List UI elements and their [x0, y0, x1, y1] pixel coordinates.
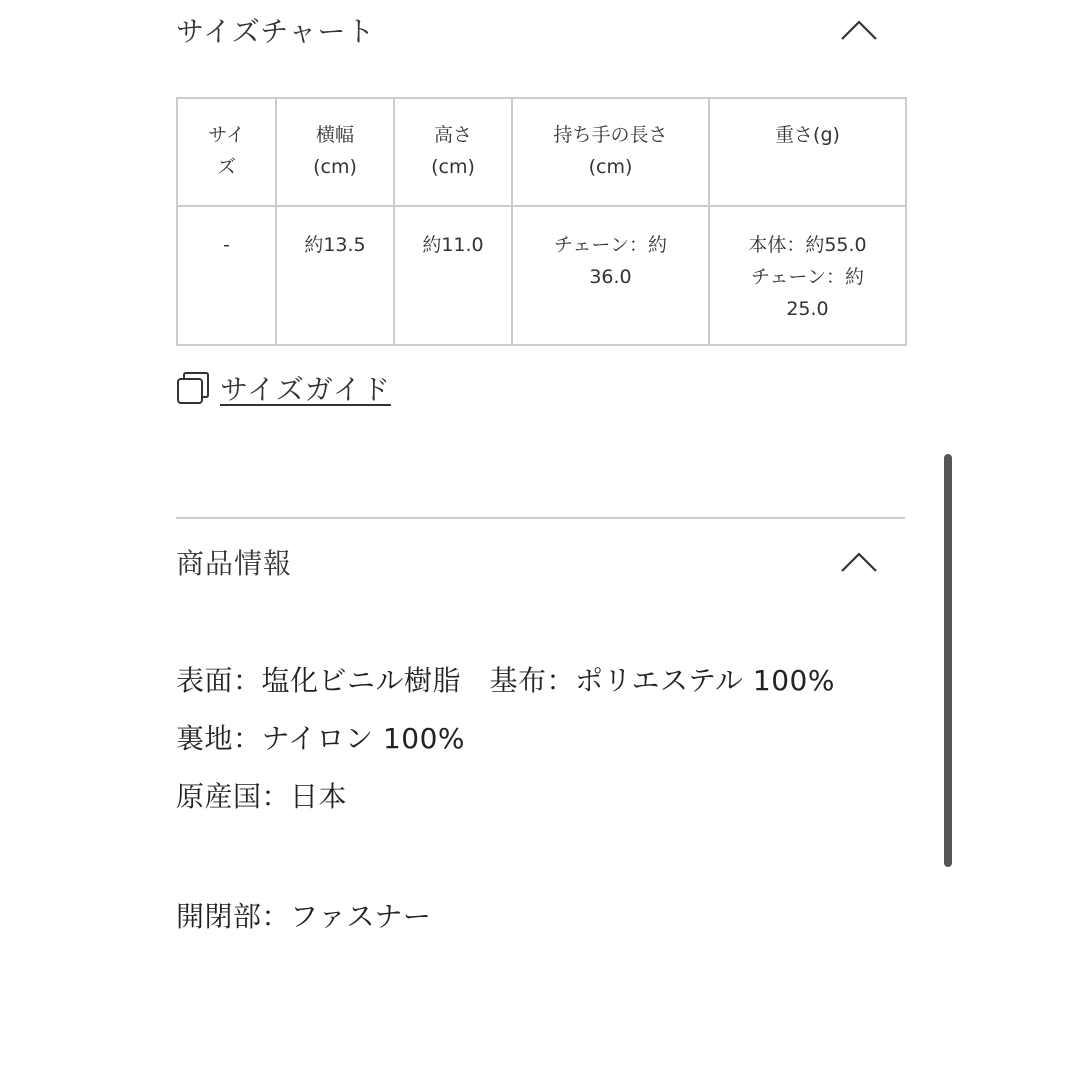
product-info-origin: 原産国：日本	[176, 780, 348, 813]
chevron-up-icon	[840, 19, 878, 41]
product-info-collapse-button[interactable]	[833, 544, 885, 580]
size-chart-table	[176, 97, 907, 346]
size-guide-label: サイズガイド	[220, 373, 391, 406]
product-info-title: 商品情報	[176, 547, 293, 580]
product-info-closure: 開閉部：ファスナー	[176, 900, 432, 933]
size-chart-header[interactable]	[176, 8, 905, 52]
column-header-weight: 重さ(g)	[709, 98, 906, 206]
table-header-row	[177, 98, 906, 206]
table-row	[177, 206, 906, 345]
scrollbar-thumb[interactable]	[944, 454, 952, 867]
cell-width: 約13.5	[276, 206, 394, 345]
product-info-material: 表面：塩化ビニル樹脂 基布：ポリエステル 100%	[176, 664, 835, 697]
product-info-lining: 裏地：ナイロン 100%	[176, 722, 465, 755]
product-info-header[interactable]	[176, 540, 905, 584]
window-copy-icon	[176, 371, 212, 405]
column-header-width: 横幅 (cm)	[276, 98, 394, 206]
cell-size: -	[177, 206, 276, 345]
size-guide-link[interactable]	[176, 366, 391, 410]
size-chart-collapse-button[interactable]	[833, 12, 885, 48]
cell-handle-length: チェーン：約 36.0	[512, 206, 709, 345]
cell-height: 約11.0	[394, 206, 512, 345]
cell-weight: 本体：約55.0 チェーン：約 25.0	[709, 206, 906, 345]
chevron-up-icon	[840, 551, 878, 573]
column-header-height: 高さ (cm)	[394, 98, 512, 206]
size-chart-title: サイズチャート	[176, 15, 376, 48]
column-header-size: サイ ズ	[177, 98, 276, 206]
section-divider	[176, 517, 905, 519]
column-header-handle-length: 持ち手の長さ (cm)	[512, 98, 709, 206]
